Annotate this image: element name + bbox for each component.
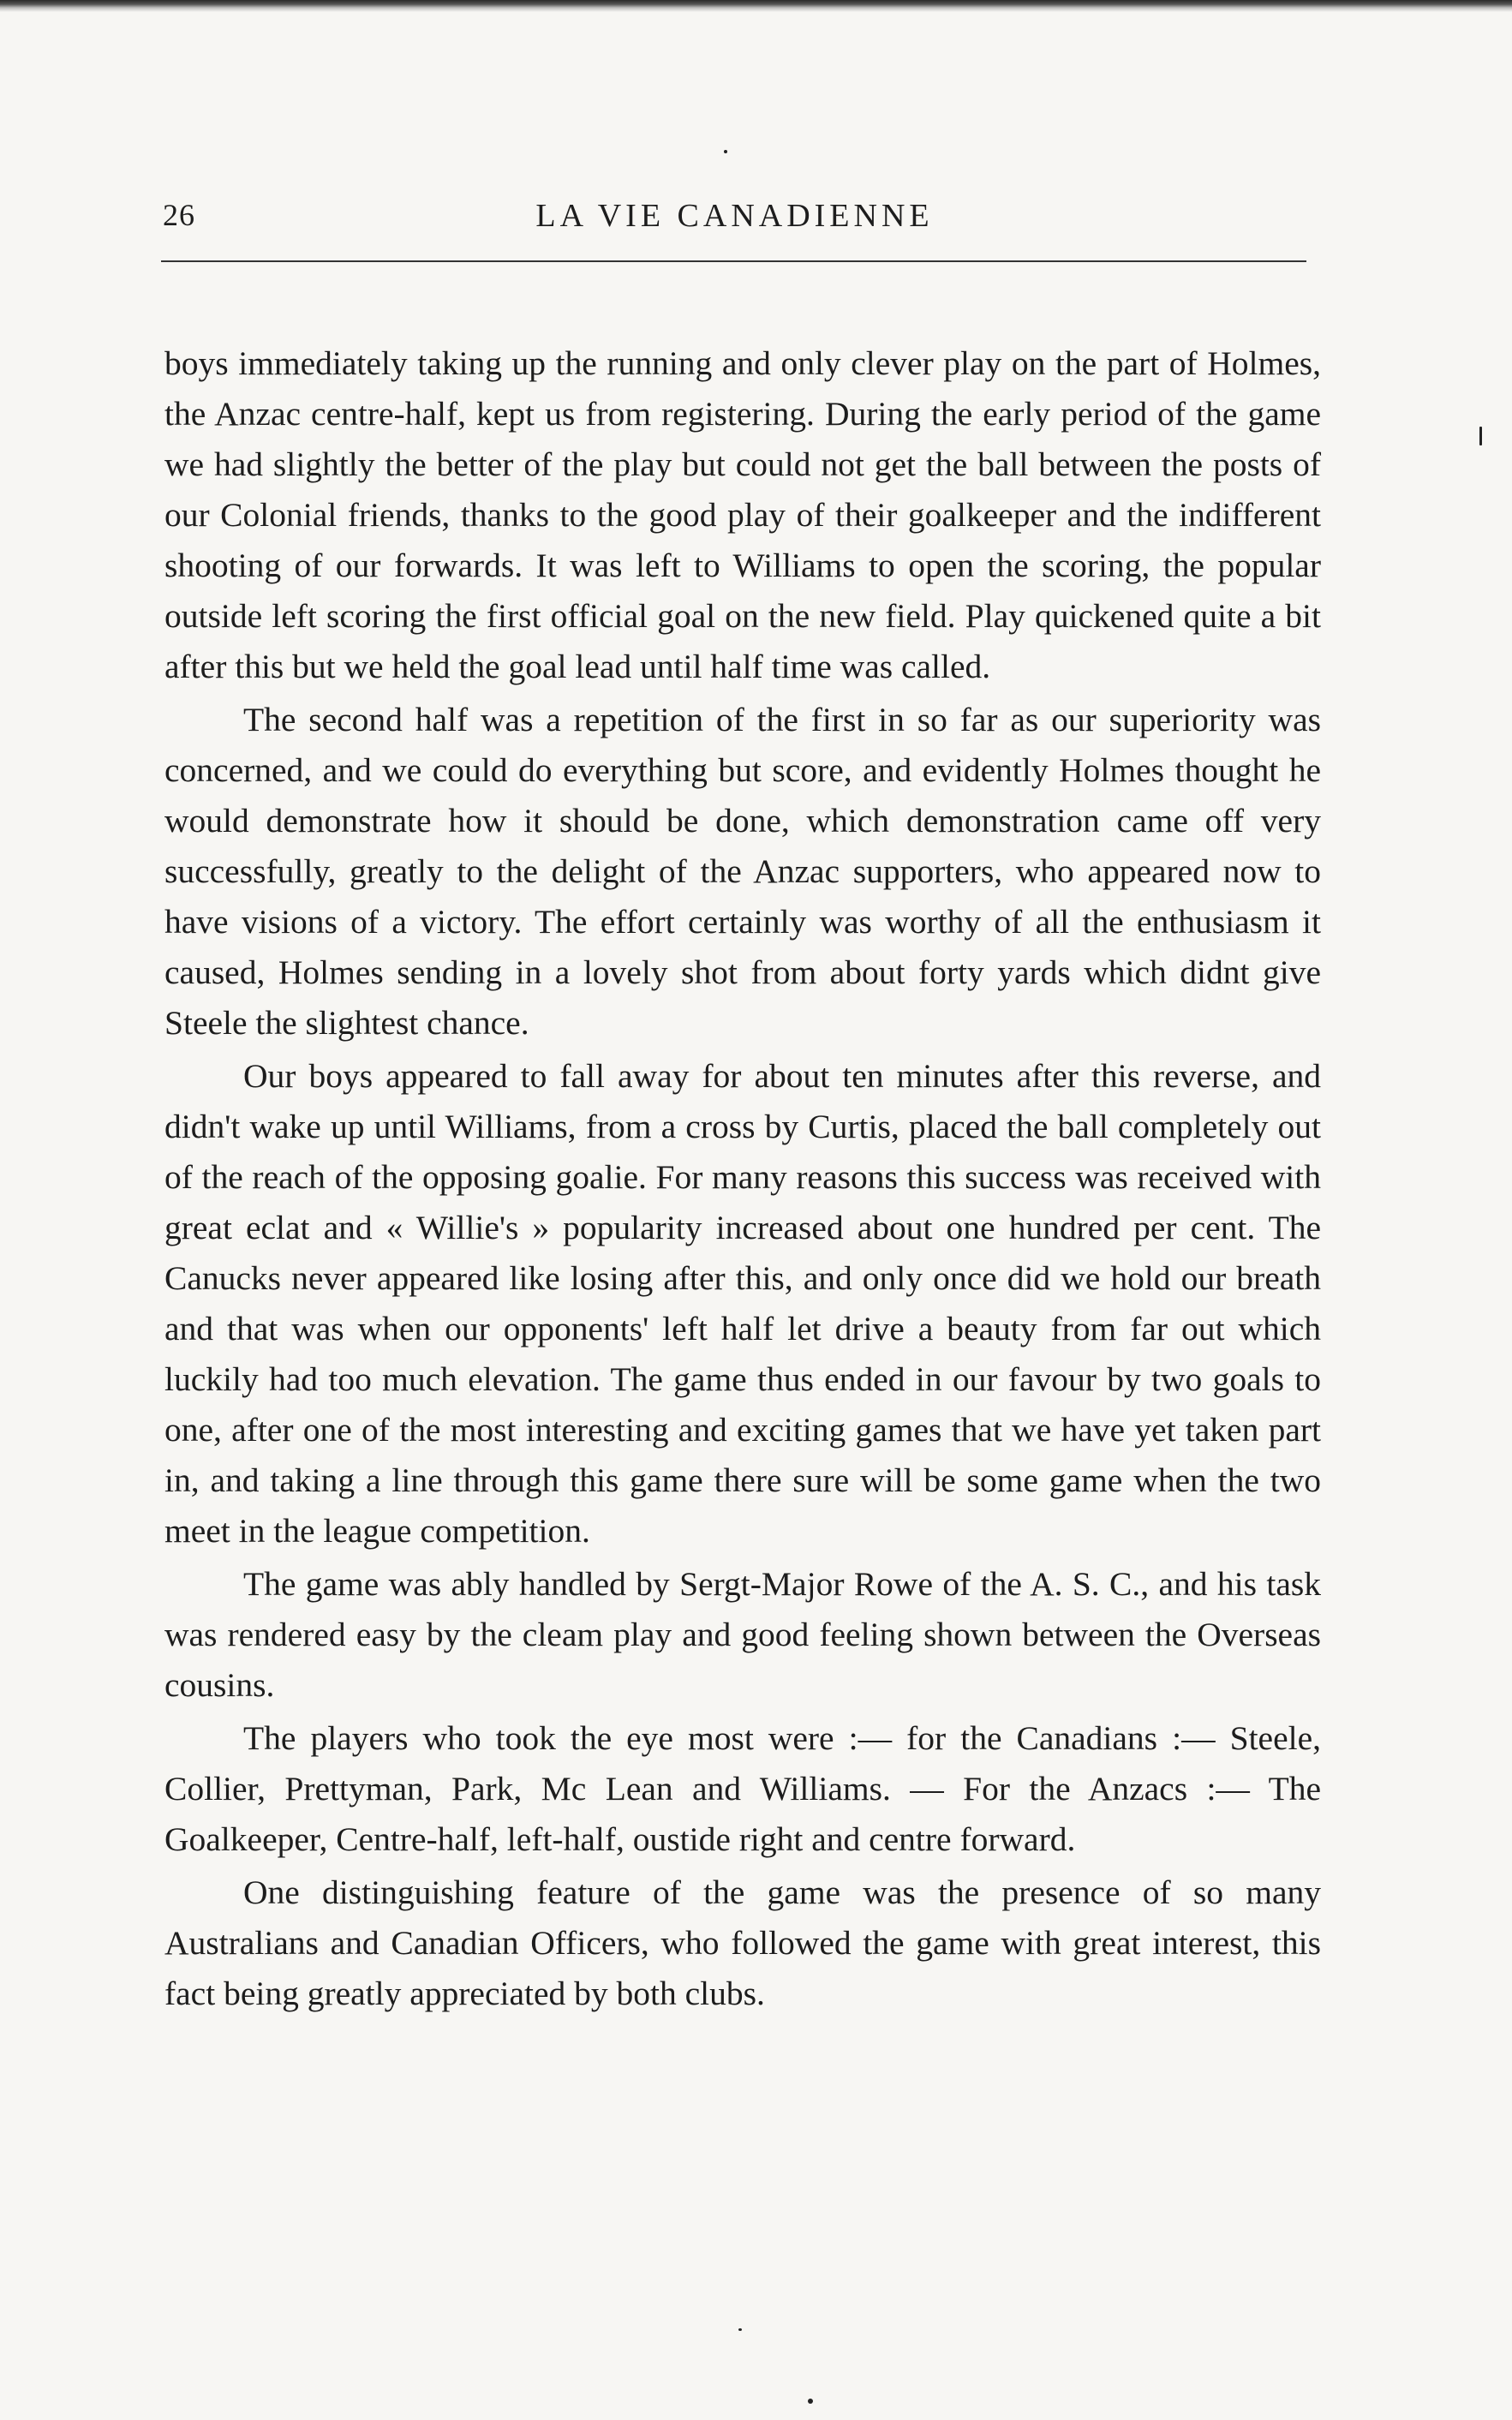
- paragraph-4: The game was ably handled by Sergt-Major Rowe of the A. S. C., and his task was rendered easy by the cleam play and good feeling shown between the Overseas cousins.: [164, 1565, 1321, 1704]
- header-rule: [161, 260, 1306, 262]
- paragraph-1: boys immediately taking up the running and only clever play on the part of Holmes, the Anzac centre-half, kept us from registering. During the early period of the game we had slightly the better of the play but could not get the ball between the posts of our Colonial friends, thanks to the good play of their goalkeeper and the indifferent shooting of our forwards. It was left to Williams to open the scoring, the popular outside left scoring the first official goal on the new field. Play quickened quite a bit after this but we held the goal lead until half time was called.: [164, 344, 1321, 685]
- running-title: LA VIE CANADIENNE: [535, 198, 934, 234]
- page-number: 26: [163, 198, 195, 232]
- scan-speck: [738, 2328, 742, 2331]
- paragraph-3: Our boys appeared to fall away for about ten minutes after this reverse, and didn't wake up until Williams, from a cross by Curtis, placed the ball completely out of the reach of the opposing goalie. For many reasons this success was received with great eclat and « Willie's » popularity increased about one hundred per cent. The Canucks never appeared like losing after this, and only once did we hold our breath and that was when our opponents' left half let drive a beauty from far out which luckily had too much elevation. The game thus ended in our favour by two goals to one, after one of the most interesting and exciting games that we have yet taken part in, and taking a line through this game there sure will be some game when the two meet in the league competition.: [164, 1057, 1321, 1550]
- paragraph-6: One distinguishing feature of the game was the presence of so many Australians and Canadian Officers, who followed the game with great interest, this fact being greatly appreciated by both clubs.: [164, 1873, 1321, 2012]
- scan-top-edge: [0, 0, 1512, 12]
- scan-speck: [808, 2399, 813, 2404]
- article-body: [164, 338, 1321, 2019]
- paragraph-5: The players who took the eye most were :— for the Canadians :— Steele, Collier, Prettyman, Park, Mc Lean and Williams. — For the Anzacs :— The Goalkeeper, Centre-half, left-half, oustide right and centre forward.: [164, 1719, 1321, 1858]
- paragraph-2: The second half was a repetition of the first in so far as our superiority was concerned, and we could do everything but score, and evidently Holmes thought he would demonstrate how it should be done, which demonstration came off very successfully, greatly to the delight of the Anzac supporters, who appeared now to have visions of a victory. The effort certainly was worthy of all the enthusiasm it caused, Holmes sending in a lovely shot from about forty yards which didnt give Steele the slightest chance.: [164, 701, 1321, 1042]
- scan-speck: [1479, 427, 1482, 445]
- scan-speck: [724, 150, 727, 153]
- page-header: [163, 190, 1306, 242]
